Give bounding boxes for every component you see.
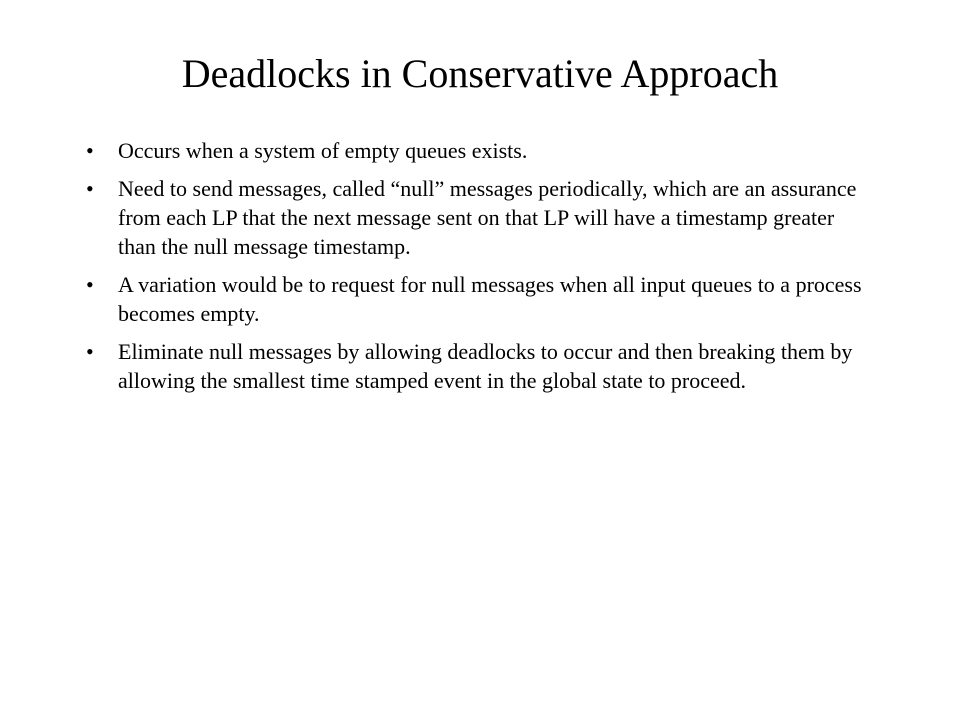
bullet-icon: • (86, 176, 94, 201)
bullet-item (86, 270, 876, 328)
bullet-list (86, 136, 876, 404)
bullet-item (86, 136, 876, 165)
bullet-text: Eliminate null messages by allowing deadlocks to occur and then breaking them by allowing the smallest time stamped event in the global state to proceed. (118, 339, 853, 393)
slide-title: Deadlocks in Conservative Approach (181, 51, 779, 96)
bullet-text: Occurs when a system of empty queues exists. (118, 138, 528, 163)
bullet-text: A variation would be to request for null messages when all input queues to a process becomes empty. (118, 272, 862, 326)
bullet-text: Need to send messages, called “null” messages periodically, which are an assurance from each LP that the next message sent on that LP will have a timestamp greater than the null message timestamp. (118, 176, 857, 259)
bullet-item (86, 337, 876, 395)
bullet-icon: • (86, 339, 94, 364)
bullet-item (86, 174, 876, 261)
bullet-icon: • (86, 272, 94, 297)
bullet-icon: • (86, 138, 94, 163)
